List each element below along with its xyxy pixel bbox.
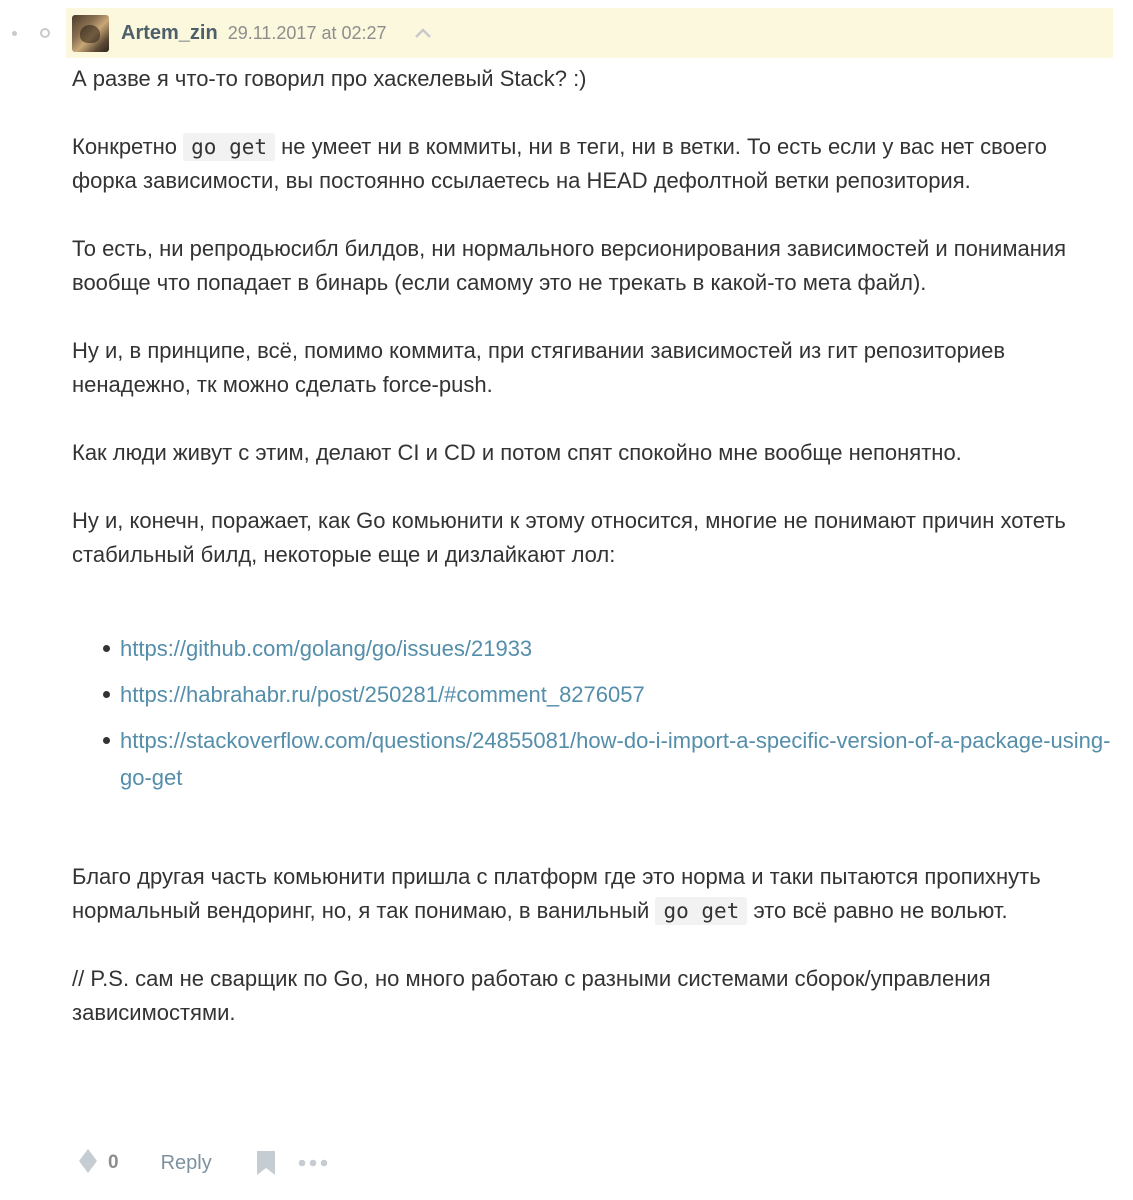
comment-paragraph: Ну и, в принципе, всё, помимо коммита, при стягивании зависимостей из гит репозиториев ненадежно, тк можно сделать force-push. <box>72 338 1006 397</box>
comment-paragraph: // P.S. сам не сварщик по Go, но много работаю с разными системами сборок/управления зависимостями. <box>72 966 991 1025</box>
comment-paragraph: Ну и, конечн, поражает, как Go комьюнити к этому относится, многие не понимают причин хотеть стабильный билд, некоторые еще и дизлайкают лол: <box>72 508 1066 567</box>
comment-timestamp[interactable]: 29.11.2017 at 02:27 <box>227 22 387 43</box>
link-habrahabr-comment[interactable]: https://habrahabr.ru/post/250281/#comment_8276057 <box>120 682 645 707</box>
paragraph-text: Конкретно <box>72 134 184 159</box>
diamond-icon[interactable] <box>78 1148 98 1179</box>
comment-paragraph <box>72 130 1117 198</box>
link-github-issue[interactable]: https://github.com/golang/go/issues/21933 <box>120 636 533 661</box>
comment-paragraph <box>72 860 1117 928</box>
comment-paragraph: А разве я что-то говорил про хаскелевый Stack? :) <box>72 66 587 91</box>
comment-paragraph: То есть, ни репродьюсибл билдов, ни нормального версионирования зависимостей и понимания вообще что попадает в бинарь (если самому это не трекать в какой-то мета файл). <box>72 236 1067 295</box>
reply-button[interactable]: Reply <box>160 1151 212 1174</box>
list-item <box>120 676 1117 713</box>
more-icon[interactable] <box>298 1159 328 1167</box>
comment-paragraph: Как люди живут с этим, делают CI и CD и потом спят спокойно мне вообще непонятно. <box>72 440 962 465</box>
comment-footer <box>78 1146 328 1180</box>
author-username[interactable]: Artem_zin <box>121 21 218 44</box>
thread-ring <box>40 28 50 38</box>
inline-code: go get <box>183 133 275 161</box>
thread-markers <box>12 27 50 39</box>
list-item <box>120 722 1117 796</box>
link-list <box>72 630 1117 796</box>
paragraph-text: Благо другая часть комьюнити пришла с платформ где это норма и таки пытаются пропихнуть нормальный вендоринг, но, я так понимаю, в ванильный <box>72 864 1041 923</box>
thread-dot <box>12 31 17 36</box>
list-item <box>120 630 1117 667</box>
link-stackoverflow-question[interactable]: https://stackoverflow.com/questions/24855081/how-do-i-import-a-specific-version-of-a-package-using-go-get <box>120 728 1111 790</box>
comment-body <box>72 62 1117 1064</box>
bookmark-icon[interactable] <box>256 1150 276 1176</box>
comment-header <box>66 8 1113 58</box>
vote-widget[interactable] <box>78 1148 119 1179</box>
inline-code: go get <box>655 897 747 925</box>
paragraph-text: это всё равно не вольют. <box>747 898 1008 923</box>
avatar[interactable] <box>72 15 109 52</box>
paragraph-text: не умеет ни в коммиты, ни в теги, ни в ветки. То есть если у вас нет своего форка зависимости, вы постоянно ссылаетесь на HEAD дефолтной ветки репозитория. <box>72 134 1047 193</box>
vote-count: 0 <box>108 1152 119 1173</box>
chevron-up-icon[interactable] <box>411 21 435 45</box>
